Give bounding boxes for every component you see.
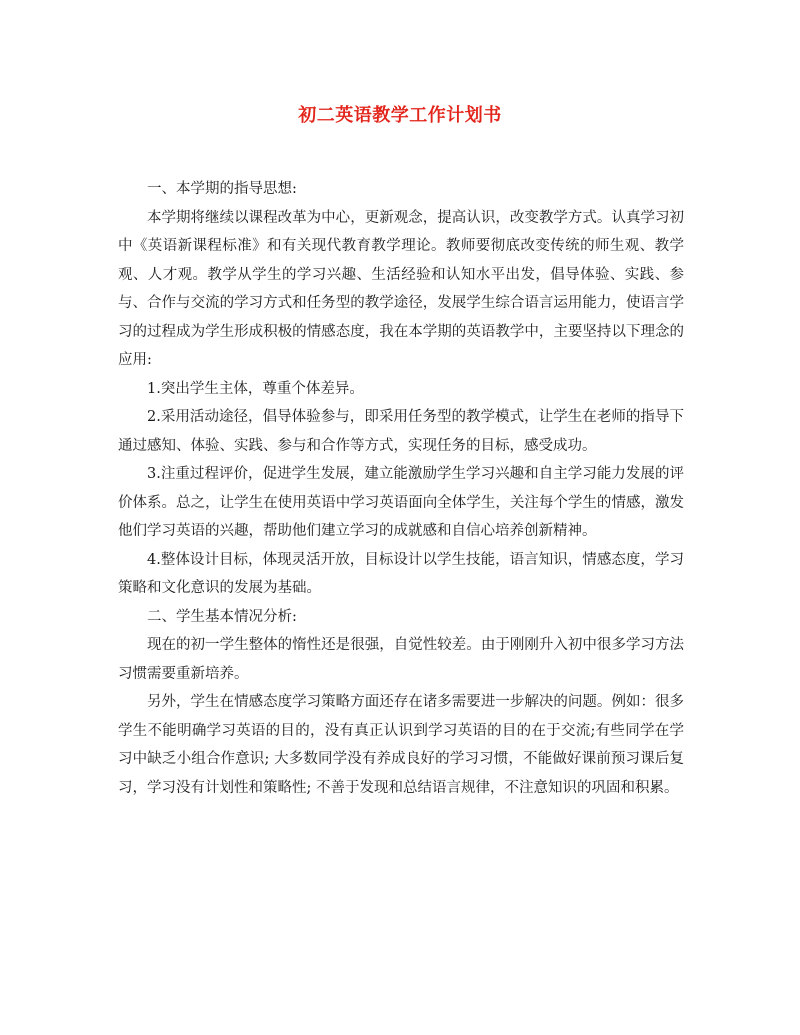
document-body — [118, 175, 684, 802]
list-item-3: 3.注重过程评价，促进学生发展，建立能激励学生学习兴趣和自主学习能力发展的评价体系。总之，让学生在使用英语中学习英语面向全体学生，关注每个学生的情感，激发他们学习英语的兴趣，帮助他们建立学习的成就感和自信心培养创新精神。 — [118, 466, 684, 539]
section-heading-student-analysis: 二、学生基本情况分析: — [147, 608, 297, 625]
paragraph-student-analysis-2: 另外，学生在情感态度学习策略方面还存在诸多需要进一步解决的问题。例如：很多学生不能明确学习英语的目的，没有真正认识到学习英语的目的在于交流;有些同学在学习中缺乏小组合作意识; 大多数同学没有养成良好的学习习惯，不能做好课前预习课后复习，学习没有计划性和策略性; 不善于发现和总结语言规律，不注意知识的巩固和积累。 — [118, 694, 684, 796]
paragraph-student-analysis-1: 现在的初一学生整体的惰性还是很强，自觉性较差。由于刚刚升入初中很多学习方法习惯需要重新培养。 — [118, 637, 684, 682]
section-heading-guiding-thought: 一、本学期的指导思想: — [147, 181, 297, 197]
list-item-1: 1.突出学生主体，尊重个体差异。 — [147, 380, 364, 397]
list-item-2: 2.采用活动途径，倡导体验参与，即采用任务型的教学模式，让学生在老师的指导下通过感知、体验、实践、参与和合作等方式，实现任务的目标，感受成功。 — [118, 409, 684, 454]
list-item-4: 4.整体设计目标，体现灵活开放，目标设计以学生技能，语言知识，情感态度，学习策略和文化意识的发展为基础。 — [118, 551, 684, 596]
document-title: 初二英语教学工作计划书 — [298, 105, 502, 126]
paragraph-guiding-thought: 本学期将继续以课程改革为中心，更新观念，提高认识，改变教学方式。认真学习初中《英语新课程标准》和有关现代教育教学理论。教师要彻底改变传统的师生观、教学观、人才观。教学从学生的学习兴趣、生活经验和认知水平出发，倡导体验、实践、参与、合作与交流的学习方式和任务型的教学途径，发展学生综合语言运用能力，使语言学习的过程成为学生形成积极的情感态度，我在本学期的英语教学中，主要坚持以下理念的应用: — [118, 209, 684, 368]
